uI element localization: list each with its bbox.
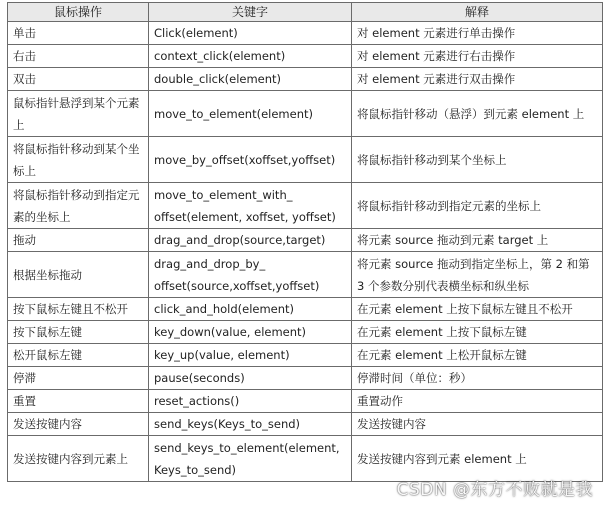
table-row [8, 321, 603, 344]
cell-keyword: key_down(value, element) [149, 321, 352, 344]
cell-mouse-operation: 单击 [8, 22, 149, 45]
cell-mouse-operation: 鼠标指针悬浮到某个元素上 [8, 91, 149, 137]
mouse-actions-table [7, 2, 603, 482]
cell-mouse-operation: 发送按键内容 [8, 413, 149, 436]
cell-keyword: drag_and_drop_by_ offset(source,xoffset,yoffset) [149, 252, 352, 298]
cell-keyword: send_keys_to_element(element, Keys_to_send) [149, 436, 352, 482]
table-row [8, 183, 603, 229]
table-row [8, 45, 603, 68]
table-header-row [8, 3, 603, 22]
cell-mouse-operation: 双击 [8, 68, 149, 91]
cell-mouse-operation: 拖动 [8, 229, 149, 252]
cell-keyword: Click(element) [149, 22, 352, 45]
cell-keyword: move_to_element_with_ offset(element, xoffset, yoffset) [149, 183, 352, 229]
csdn-watermark: CSDN @东方不败就是我 [396, 480, 593, 500]
cell-explanation: 将元素 source 拖动到指定坐标上，第 2 和第 3 个参数分别代表横坐标和纵坐标 [352, 252, 603, 298]
header-explanation: 解释 [352, 3, 603, 22]
table-row [8, 344, 603, 367]
cell-explanation: 对 element 元素进行单击操作 [352, 22, 603, 45]
cell-explanation: 对 element 元素进行右击操作 [352, 45, 603, 68]
cell-keyword: key_up(value, element) [149, 344, 352, 367]
cell-mouse-operation: 右击 [8, 45, 149, 68]
header-mouse-operation: 鼠标操作 [8, 3, 149, 22]
cell-mouse-operation: 发送按键内容到元素上 [8, 436, 149, 482]
cell-mouse-operation: 将鼠标指针移动到某个坐标上 [8, 137, 149, 183]
cell-mouse-operation: 将鼠标指针移动到指定元素的坐标上 [8, 183, 149, 229]
cell-explanation: 在元素 element 上松开鼠标左键 [352, 344, 603, 367]
cell-keyword: send_keys(Keys_to_send) [149, 413, 352, 436]
cell-explanation: 对 element 元素进行双击操作 [352, 68, 603, 91]
table-row [8, 252, 603, 298]
table-row [8, 298, 603, 321]
cell-explanation: 停滞时间（单位：秒） [352, 367, 603, 390]
cell-explanation: 发送按键内容 [352, 413, 603, 436]
table-row [8, 367, 603, 390]
cell-keyword: move_to_element(element) [149, 91, 352, 137]
table-row [8, 413, 603, 436]
cell-mouse-operation: 按下鼠标左键且不松开 [8, 298, 149, 321]
cell-keyword: double_click(element) [149, 68, 352, 91]
cell-mouse-operation: 停滞 [8, 367, 149, 390]
table-row [8, 137, 603, 183]
header-keyword: 关键字 [149, 3, 352, 22]
table-row [8, 68, 603, 91]
cell-keyword: context_click(element) [149, 45, 352, 68]
cell-keyword: click_and_hold(element) [149, 298, 352, 321]
cell-explanation: 在元素 element 上按下鼠标左键且不松开 [352, 298, 603, 321]
cell-explanation: 重置动作 [352, 390, 603, 413]
cell-mouse-operation: 重置 [8, 390, 149, 413]
cell-keyword: move_by_offset(xoffset,yoffset) [149, 137, 352, 183]
cell-explanation: 将鼠标指针移动（悬浮）到元素 element 上 [352, 91, 603, 137]
cell-mouse-operation: 松开鼠标左键 [8, 344, 149, 367]
cell-keyword: drag_and_drop(source,target) [149, 229, 352, 252]
cell-explanation: 将元素 source 拖动到元素 target 上 [352, 229, 603, 252]
cell-explanation: 在元素 element 上按下鼠标左键 [352, 321, 603, 344]
table-row [8, 91, 603, 137]
cell-keyword: pause(seconds) [149, 367, 352, 390]
cell-mouse-operation: 根据坐标拖动 [8, 252, 149, 298]
cell-mouse-operation: 按下鼠标左键 [8, 321, 149, 344]
table-row [8, 229, 603, 252]
table-row [8, 22, 603, 45]
cell-explanation: 发送按键内容到元素 element 上 [352, 436, 603, 482]
table-row [8, 390, 603, 413]
cell-keyword: reset_actions() [149, 390, 352, 413]
cell-explanation: 将鼠标指针移动到某个坐标上 [352, 137, 603, 183]
cell-explanation: 将鼠标指针移动到指定元素的坐标上 [352, 183, 603, 229]
